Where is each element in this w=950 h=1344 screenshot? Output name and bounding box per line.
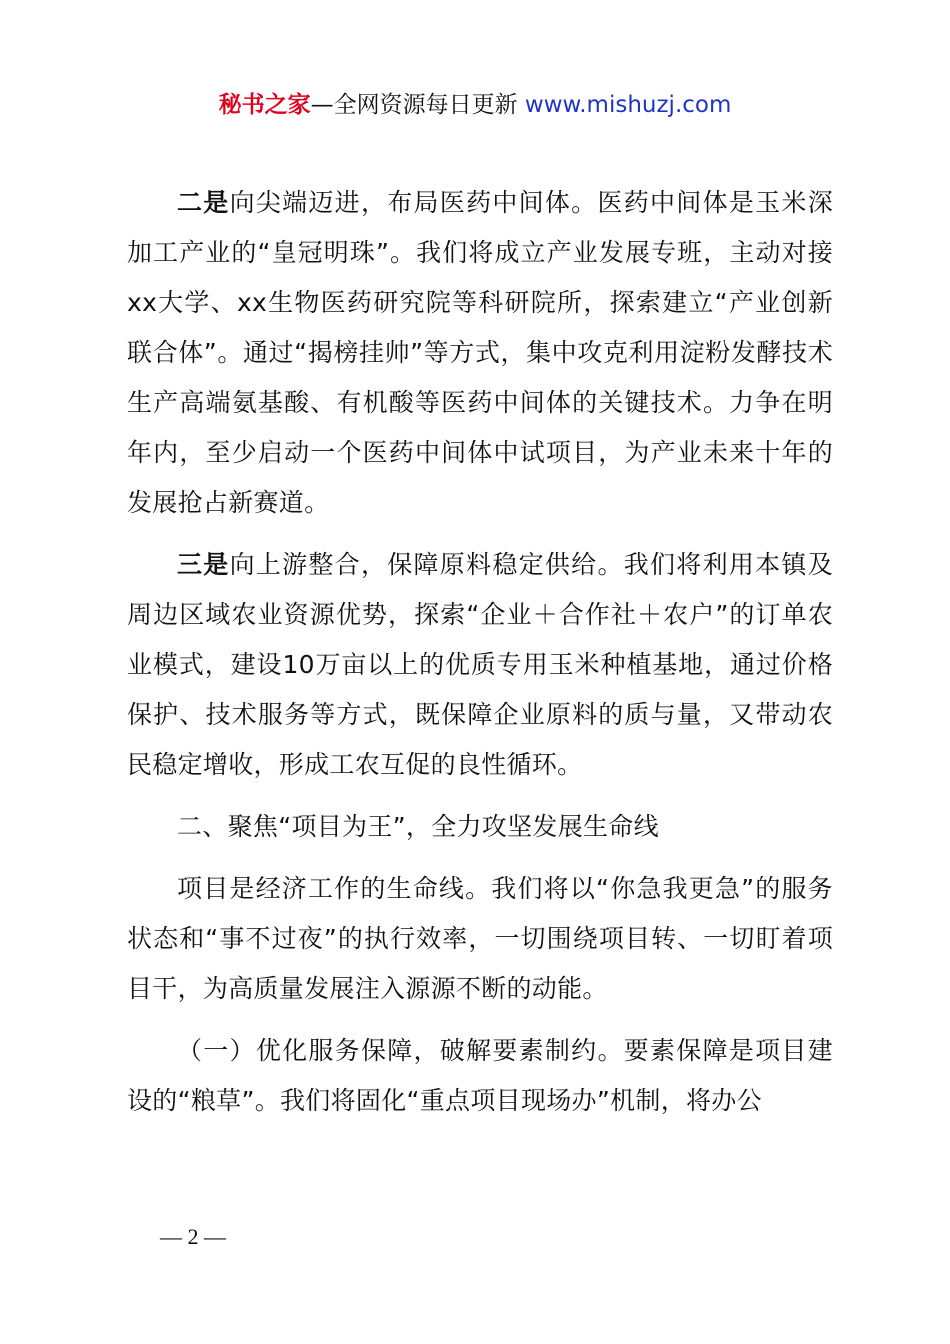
paragraph-subsection-one	[127, 1026, 833, 1126]
document-body	[127, 178, 833, 1126]
site-brand: 秘书之家	[218, 92, 311, 118]
section-heading-text: 二、聚焦“项目为王”，全力攻坚发展生命线	[177, 812, 659, 841]
site-tagline: —全网资源每日更新	[310, 92, 518, 118]
paragraph-text: 项目是经济工作的生命线。我们将以“你急我更急”的服务状态和“事不过夜”的执行效率，一切围绕项目转、一切盯着项目干，为高质量发展注入源源不断的动能。	[127, 874, 833, 1003]
paragraph-text: （一）优化服务保障，破解要素制约。要素保障是项目建设的“粮草”。我们将固化“重点项目现场办”机制，将办公	[127, 1036, 833, 1115]
paragraph-text: 向上游整合，保障原料稳定供给。我们将利用本镇及周边区域农业资源优势，探索“企业＋合作社＋农户”的订单农业模式，建设10万亩以上的优质专用玉米种植基地，通过价格保护、技术服务等方式，既保障企业原料的质与量，又带动农民稳定增收，形成工农互促的良性循环。	[127, 550, 833, 779]
paragraph-text: 向尖端迈进，布局医药中间体。医药中间体是玉米深加工产业的“皇冠明珠”。我们将成立产业发展专班，主动对接xx大学、xx生物医药研究院等科研院所，探索建立“产业创新联合体”。通过“揭榜挂帅”等方式，集中攻克利用淀粉发酵技术生产高端氨基酸、有机酸等医药中间体的关键技术。力争在明年内，至少启动一个医药中间体中试项目，为产业未来十年的发展抢占新赛道。	[127, 188, 833, 517]
page-number: — 2 —	[160, 1224, 226, 1249]
site-url-link[interactable]: www.mishuzj.com	[524, 92, 732, 118]
paragraph-lead: 二是	[177, 188, 230, 217]
paragraph-section-intro	[127, 864, 833, 1014]
paragraph-point-two	[127, 178, 833, 528]
paragraph-lead: 三是	[177, 550, 230, 579]
site-header	[0, 88, 950, 122]
section-heading	[127, 802, 833, 852]
paragraph-point-three	[127, 540, 833, 790]
